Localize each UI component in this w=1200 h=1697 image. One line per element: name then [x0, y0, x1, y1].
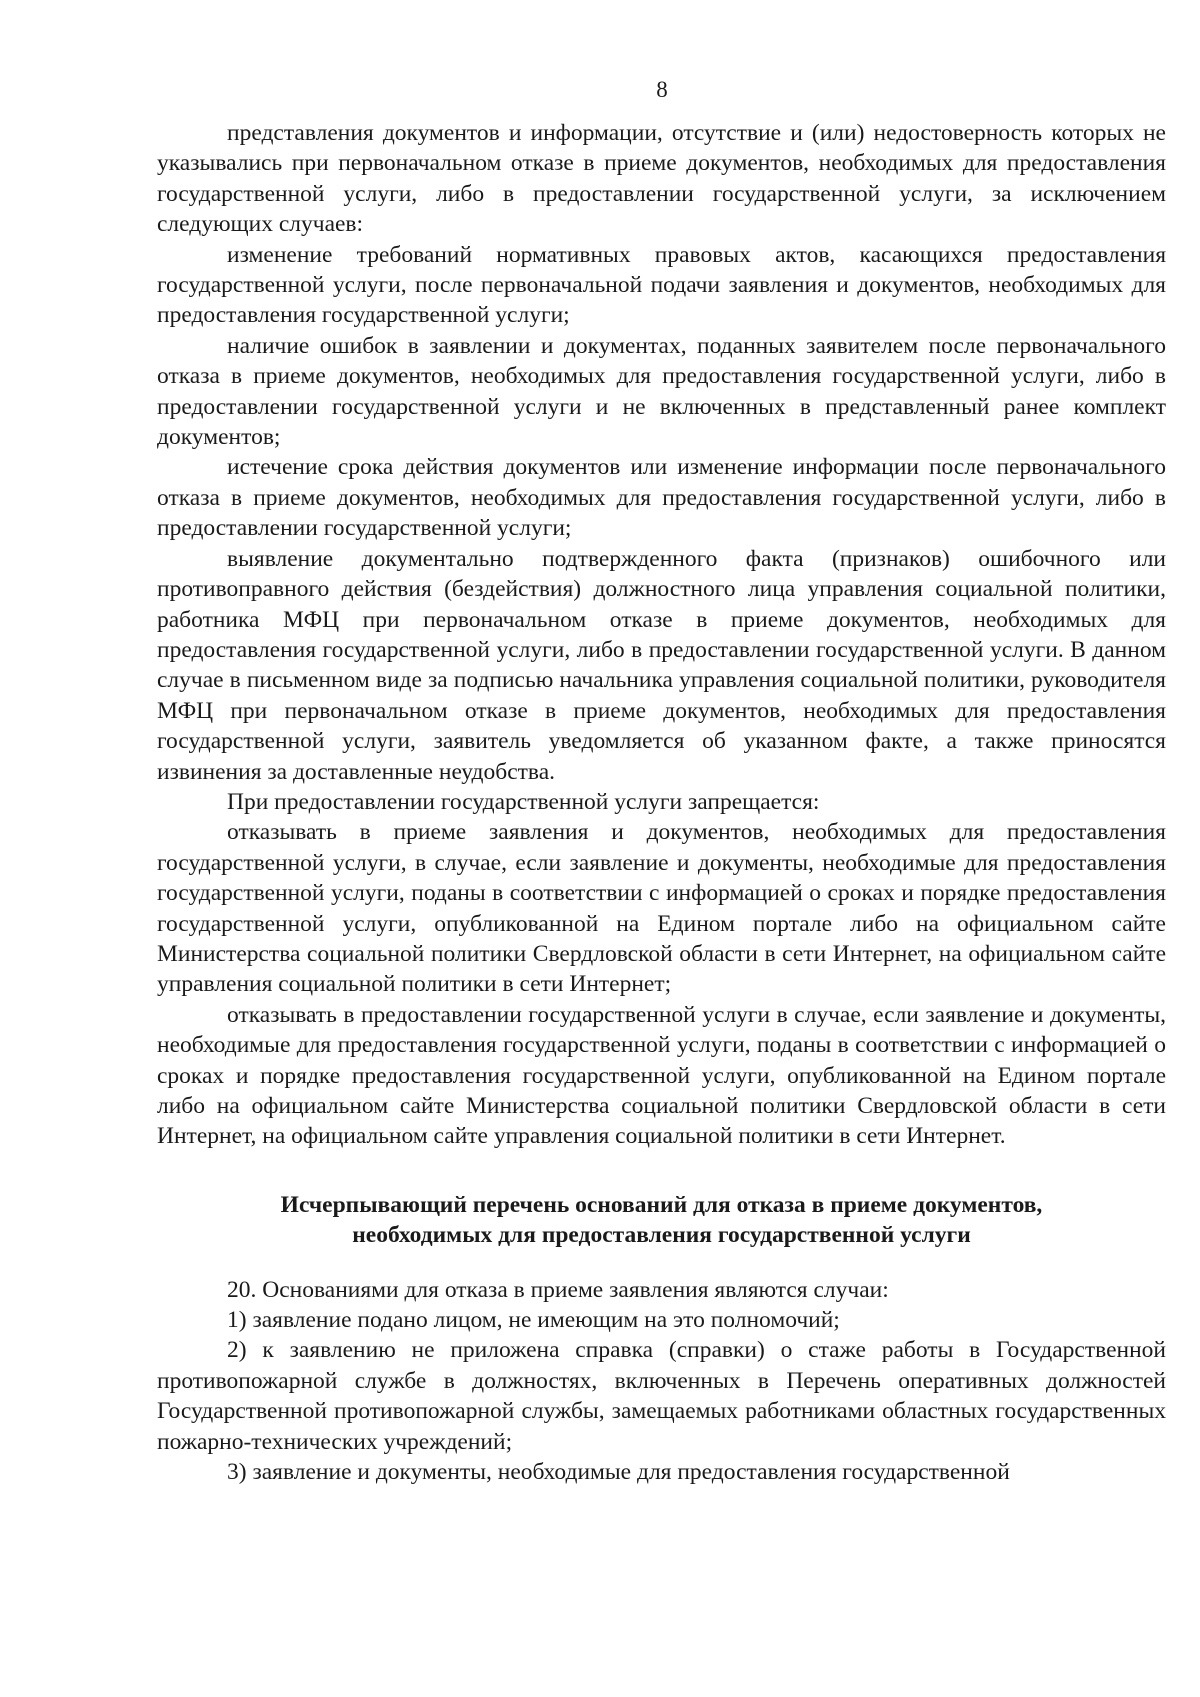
section-heading-line: Исчерпывающий перечень оснований для отказа в приеме документов, [280, 1191, 1043, 1218]
paragraph: представления документов и информации, отсутствие и (или) недостоверность которых не указывались при первоначальном отказе в приеме документов, необходимых для предоставления государственной услуги, либо в предоставлении государственной услуги, за исключением следующих случаев: [157, 120, 1166, 238]
section-heading-line: необходимых для предоставления государственной услуги [352, 1222, 971, 1249]
paragraph: 2) к заявлению не приложена справка (справки) о стаже работы в Государственной противопожарной службе в должностях, включенных в Перечень оперативных должностей Государственной противопожарной службы, замещаемых работниками областных государственных пожарно-технических учреждений; [157, 1337, 1166, 1455]
paragraph: отказывать в предоставлении государственной услуги в случае, если заявление и документы, необходимые для предоставления государственной услуги, поданы в соответствии с информацией о сроках и порядке предоставления государственной услуги, опубликованной на Едином портале либо на официальном сайте Министерства социальной политики Свердловской области в сети Интернет, на официальном сайте управления социальной политики в сети Интернет. [157, 1001, 1166, 1150]
section-heading [157, 1190, 1166, 1251]
document-body [157, 118, 1166, 1487]
page-number: 8 [656, 77, 668, 102]
paragraph: истечение срока действия документов или изменение информации после первоначального отказа в приеме документов, необходимых для предоставления государственной услуги, либо в предоставлении государственной услуги; [157, 454, 1166, 542]
paragraph: изменение требований нормативных правовых актов, касающихся предоставления государственной услуги, после первоначальной подачи заявления и документов, необходимых для предоставления государственной услуги; [157, 241, 1166, 329]
paragraph: наличие ошибок в заявлении и документах, поданных заявителем после первоначального отказа в приеме документов, необходимых для предоставления государственной услуги, либо в предоставлении государственной услуги и не включенных в представленный ранее комплект документов; [157, 332, 1166, 451]
paragraph: 20. Основаниями для отказа в приеме заявления являются случаи: [227, 1276, 889, 1303]
paragraph: отказывать в приеме заявления и документов, необходимых для предоставления государственной услуги, в случае, если заявление и документы, необходимые для предоставления государственной услуги, поданы в соответствии с информацией о сроках и порядке предоставления государственной услуги, опубликованной на Едином портале либо на официальном сайте Министерства социальной политики Свердловской области в сети Интернет, на официальном сайте управления социальной политики в сети Интернет; [157, 819, 1166, 998]
paragraphs-top [157, 118, 1166, 1152]
paragraph: 3) заявление и документы, необходимые для предоставления государственной [227, 1459, 1010, 1486]
paragraph: 1) заявление подано лицом, не имеющим на это полномочий; [227, 1307, 840, 1334]
paragraph: При предоставлении государственной услуги запрещается: [227, 788, 820, 815]
paragraph: выявление документально подтвержденного факта (признаков) ошибочного или противоправного действия (бездействия) должностного лица управления социальной политики, работника МФЦ при первоначальном отказе в приеме документов, необходимых для предоставления государственной услуги, либо в предоставлении государственной услуги. В данном случае в письменном виде за подписью начальника управления социальной политики, руководителя МФЦ при первоначальном отказе в приеме документов, необходимых для предоставления государственной услуги, заявитель уведомляется об указанном факте, а также приносятся извинения за доставленные неудобства. [157, 545, 1166, 785]
paragraphs-bottom [157, 1275, 1166, 1488]
